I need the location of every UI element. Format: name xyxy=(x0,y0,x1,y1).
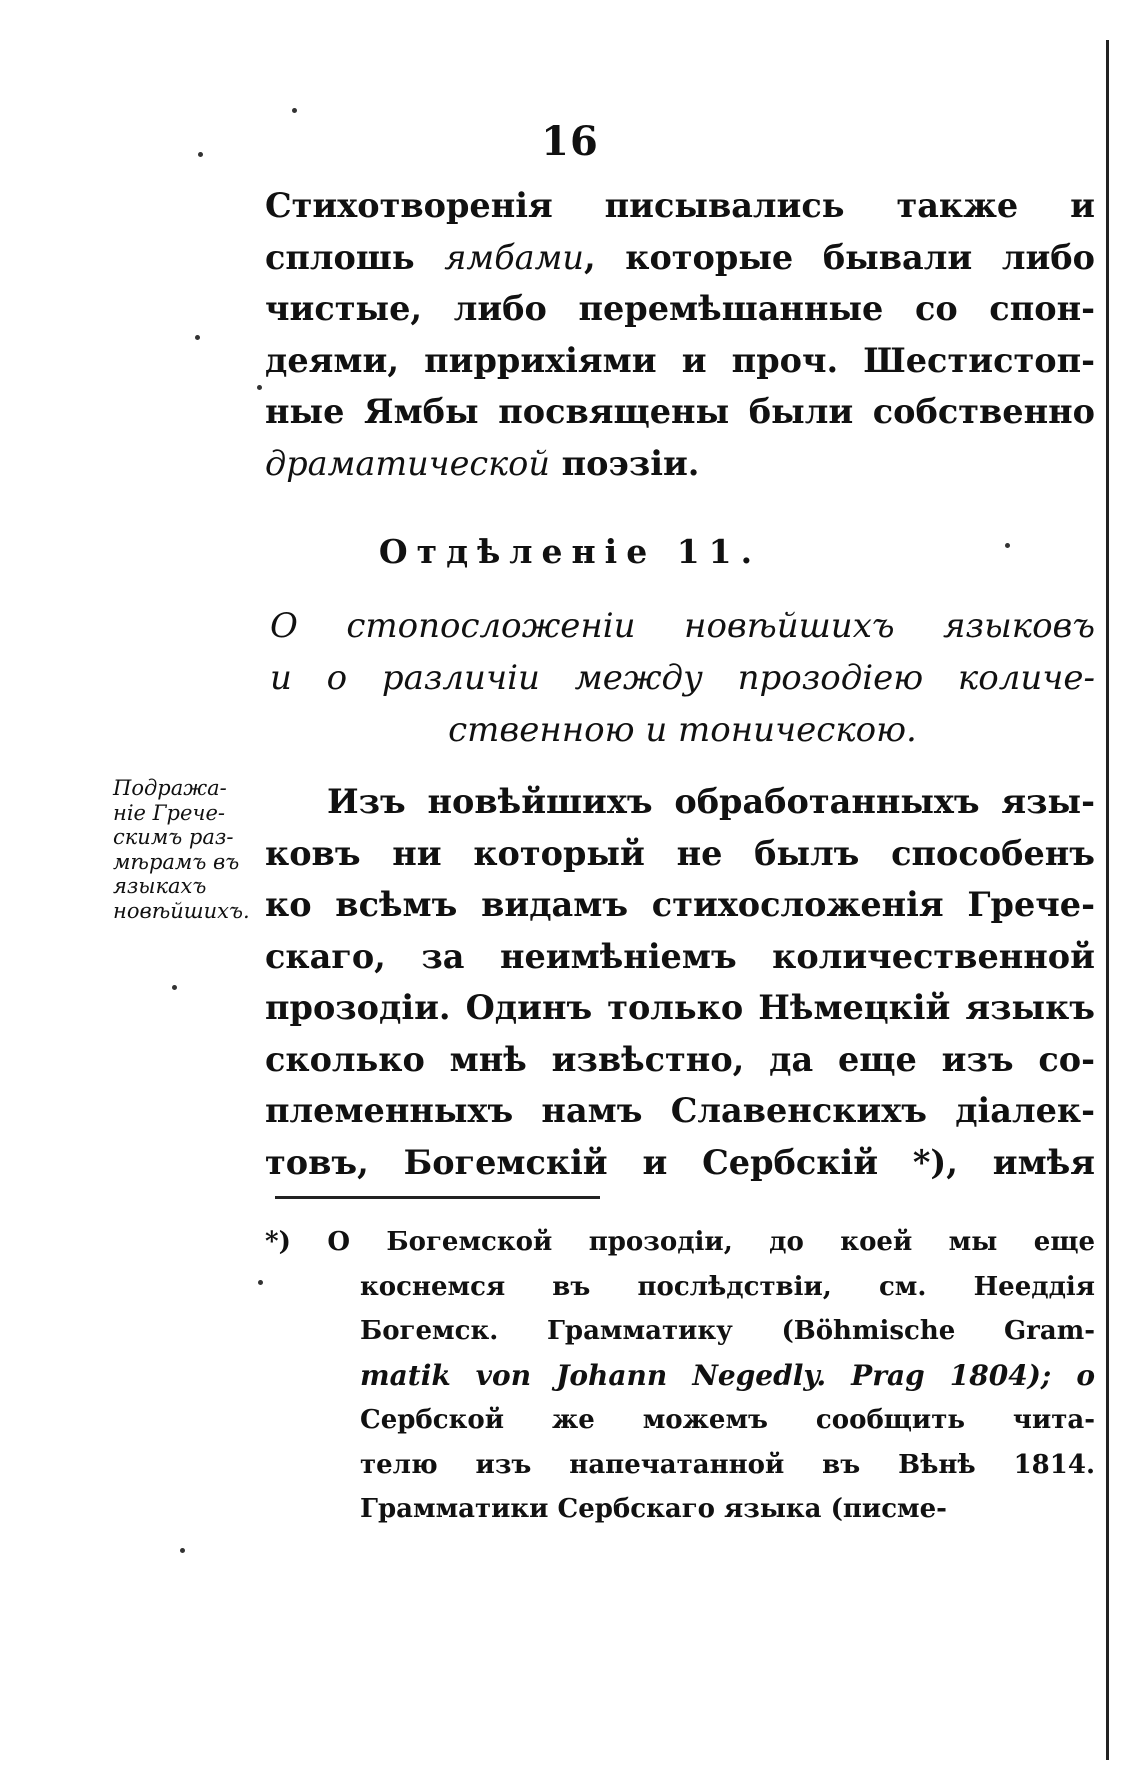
footnote-line: Сербской же можемъ сообщить чита- xyxy=(360,1405,1095,1435)
text-line: скаго, за неимѣніемъ количественной xyxy=(265,936,1095,976)
scan-speck xyxy=(195,335,200,340)
text-line: Изъ новѣйшихъ обработанныхъ язы- xyxy=(327,782,1095,821)
text-line: ковъ ни который не былъ способенъ xyxy=(265,833,1095,873)
text-line: ные Ямбы посвящены были собственно xyxy=(265,392,1095,431)
footnote xyxy=(265,1220,1095,1532)
footnote-line: коснемся въ послѣдствіи, см. Нееддія xyxy=(360,1271,1095,1302)
text-line: племенныхъ намъ Славенскихъ діалек- xyxy=(265,1091,1095,1130)
scan-speck xyxy=(292,108,297,113)
scan-speck xyxy=(180,1548,185,1553)
text-line: товъ, Богемскій и Сербскій *), имѣя xyxy=(265,1142,1095,1182)
marginal-line: мѣрамъ въ xyxy=(113,849,240,874)
scan-speck xyxy=(198,152,203,157)
scan-speck xyxy=(257,385,262,390)
scan-speck xyxy=(258,1280,263,1285)
footnote-line: телю изъ напечатанной въ Вѣнѣ 1814. xyxy=(360,1449,1095,1480)
page-edge-line xyxy=(1106,40,1109,1760)
text-line: чистые, либо перемѣшанные со спон- xyxy=(265,289,1095,328)
footnote-line: *) О Богемской прозодіи, до коей мы еще xyxy=(265,1227,1095,1257)
top-paragraph xyxy=(265,180,1095,489)
subtitle-line: и о различіи между прозодіею количе- xyxy=(270,658,1095,698)
text-line: драматической поэзіи. xyxy=(265,443,700,483)
marginal-note xyxy=(113,776,263,923)
marginal-line: языкахъ xyxy=(113,874,207,898)
marginal-line: ніе Грече- xyxy=(113,800,226,825)
text-line: ко всѣмъ видамъ стихосложенія Грече- xyxy=(265,885,1095,924)
marginal-line: Подража- xyxy=(113,776,227,800)
subtitle-line: О стопосложеніи новѣйшихъ языковъ xyxy=(270,606,1095,646)
text-line: сплошь ямбами, которые бывали либо xyxy=(265,237,1095,277)
section-subtitle xyxy=(270,600,1095,756)
page-number: 16 xyxy=(541,118,599,165)
text-line: деями, пиррихіями и проч. Шестистоп- xyxy=(265,340,1095,380)
subtitle-line: ственною и тоническою. xyxy=(448,710,917,750)
marginal-line: новѣйшихъ. xyxy=(113,898,250,923)
footnote-line: Грамматики Сербскаго языка (писме- xyxy=(360,1494,947,1524)
scan-speck xyxy=(172,985,177,990)
text-line: прозодіи. Одинъ только Нѣмецкій языкъ xyxy=(265,988,1095,1027)
section-heading: Отдѣленіе 11. xyxy=(378,532,762,571)
scan-speck xyxy=(1005,543,1010,548)
main-paragraph xyxy=(265,776,1095,1188)
footnote-line: Богемск. Грамматику (Böhmische Gram- xyxy=(360,1316,1095,1346)
footnote-rule xyxy=(275,1196,600,1199)
footnote-line: matik von Johann Negedly. Prag 1804); о xyxy=(360,1358,1095,1392)
text-line: сколько мнѣ извѣстно, да еще изъ со- xyxy=(265,1039,1095,1079)
text-line: Стихотворенія писывались также и xyxy=(265,186,1095,225)
marginal-line: скимъ раз- xyxy=(113,825,234,849)
